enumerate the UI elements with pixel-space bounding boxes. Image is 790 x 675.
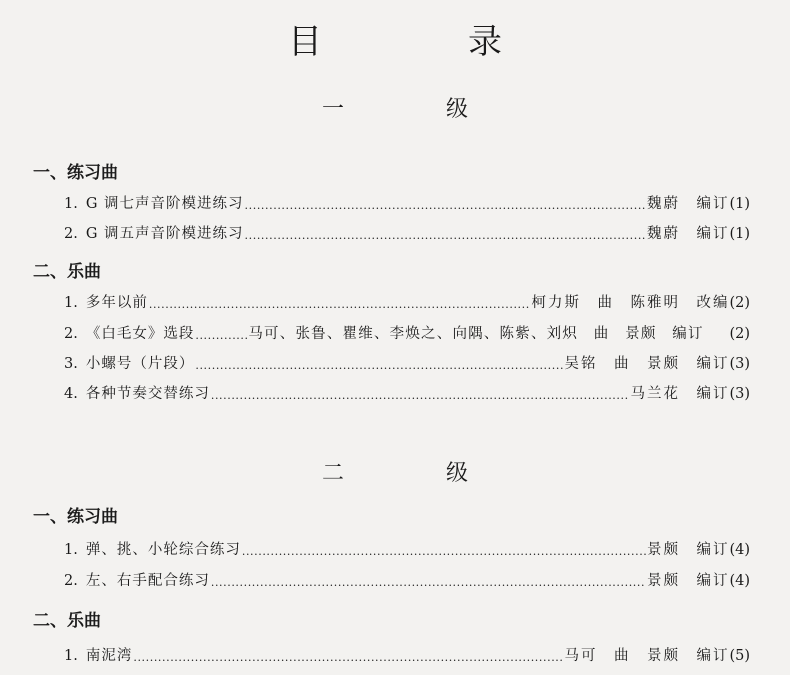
- entry-title: 弹、挑、小轮综合练习: [85, 542, 241, 558]
- toc-entry[interactable]: [64, 570, 750, 592]
- level-title: 二 级: [321, 461, 508, 486]
- section-heading: 一、练习曲: [33, 507, 118, 527]
- entry-title: 《白毛女》选段: [85, 326, 195, 342]
- entry-credit: 景颇 编订: [646, 573, 730, 589]
- entry-number: 2.: [64, 573, 78, 589]
- entry-credit: 马兰花 编订: [630, 386, 730, 402]
- entry-page: (2): [729, 326, 750, 342]
- entry-number: 2.: [64, 226, 78, 242]
- toc-entry[interactable]: [64, 383, 750, 405]
- toc-entry[interactable]: [64, 353, 750, 375]
- leader-dots: [245, 193, 646, 215]
- toc-entry[interactable]: [64, 645, 750, 667]
- entry-title: 各种节奏交替练习: [85, 386, 210, 402]
- toc-entry[interactable]: [64, 323, 750, 345]
- leader-dots: [149, 292, 531, 314]
- entry-title: 左、右手配合练习: [85, 573, 210, 589]
- entry-page: (3): [729, 386, 750, 402]
- entry-title: G 调七声音阶模进练习: [85, 196, 244, 212]
- section-heading: 二、乐曲: [33, 611, 101, 631]
- toc-entry[interactable]: [64, 539, 750, 561]
- entry-credit: 魏蔚 编订: [646, 226, 730, 242]
- toc-entry[interactable]: [64, 223, 750, 245]
- entry-credit: 柯力斯 曲 陈雅明 改编: [531, 295, 730, 311]
- entry-number: 1.: [64, 196, 78, 212]
- entry-title: 南泥湾: [85, 648, 133, 664]
- leader-dots: [133, 645, 563, 667]
- entry-page: (1): [729, 196, 750, 212]
- entry-credit: 马可 曲 景颇 编订: [564, 648, 730, 664]
- toc-entry[interactable]: [64, 193, 750, 215]
- entry-credit: 吴铭 曲 景颇 编订: [564, 356, 730, 372]
- entry-number: 1.: [64, 542, 78, 558]
- leader-dots: [245, 223, 646, 245]
- entry-credit: 魏蔚 编订: [646, 196, 730, 212]
- entry-number: 2.: [64, 326, 78, 342]
- entry-title: 小螺号（片段）: [85, 356, 195, 372]
- entry-number: 3.: [64, 356, 78, 372]
- leader-dots: [195, 323, 247, 345]
- entry-title: G 调五声音阶模进练习: [85, 226, 244, 242]
- entry-number: 1.: [64, 648, 78, 664]
- toc-entry[interactable]: [64, 292, 750, 314]
- leader-dots: [211, 383, 630, 405]
- entry-number: 4.: [64, 386, 78, 402]
- entry-page: (3): [729, 356, 750, 372]
- entry-page: (5): [729, 648, 750, 664]
- entry-number: 1.: [64, 295, 78, 311]
- entry-page: (2): [729, 295, 750, 311]
- entry-credit: 景颇 编订: [646, 542, 730, 558]
- entry-page: (4): [729, 573, 750, 589]
- level-title: 一 级: [321, 97, 508, 122]
- entry-credit: 马可、张鲁、瞿维、李焕之、向隅、陈紫、刘炽 曲 景颇 编订: [248, 326, 704, 342]
- entry-page: (1): [729, 226, 750, 242]
- entry-page: (4): [729, 542, 750, 558]
- entry-title: 多年以前: [85, 295, 148, 311]
- section-heading: 二、乐曲: [33, 262, 101, 282]
- section-heading: 一、练习曲: [33, 163, 118, 183]
- leader-dots: [195, 353, 563, 375]
- leader-dots: [242, 539, 646, 561]
- page-title: 目 录: [288, 22, 558, 62]
- leader-dots: [211, 570, 646, 592]
